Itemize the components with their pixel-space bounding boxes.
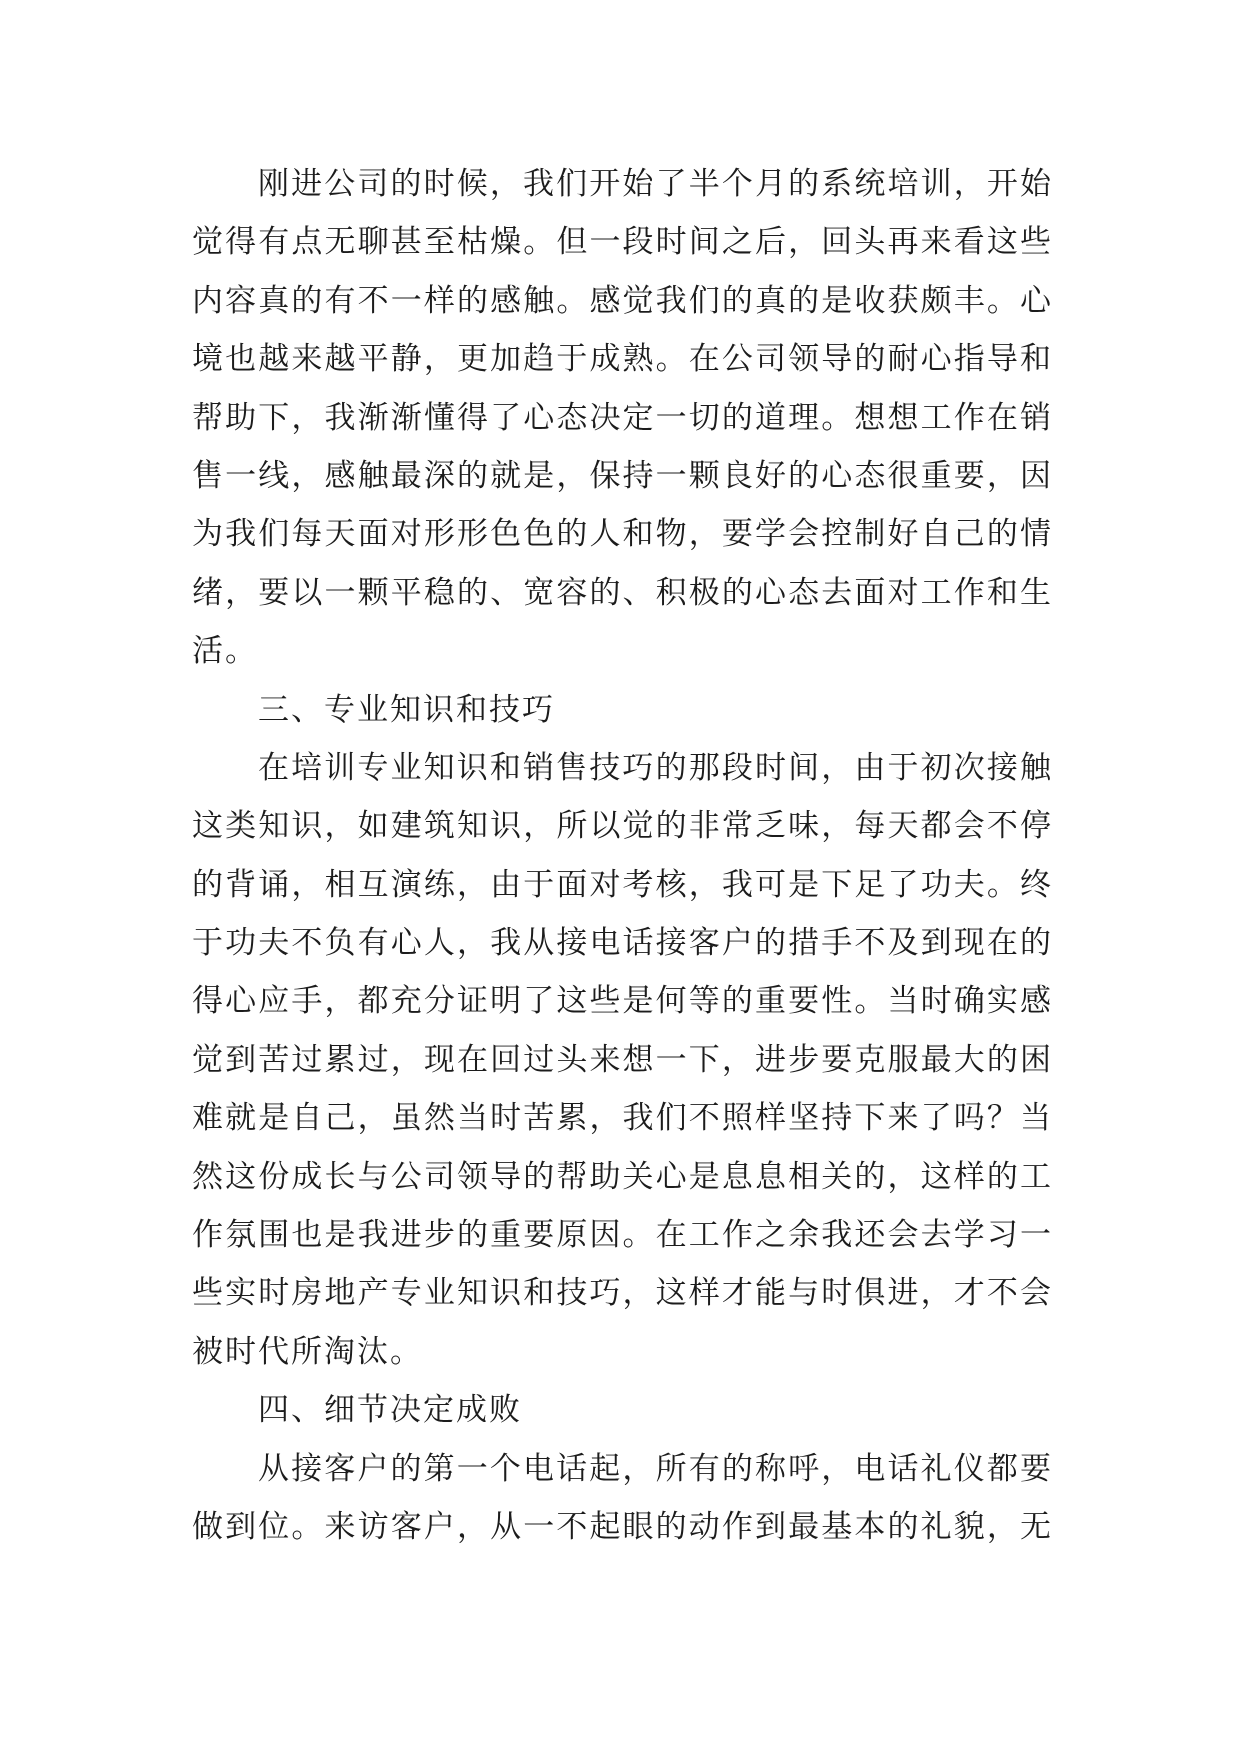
section-heading-text: 三、专业知识和技巧 — [258, 691, 555, 728]
paragraph — [192, 739, 1051, 1381]
text-line: 被时代所淘汰。 — [192, 1333, 423, 1370]
text-line: 然这份成长与公司领导的帮助关心是息息相关的，这样的工 — [192, 1158, 1051, 1195]
text-line: 售一线，感触最深的就是，保持一颗良好的心态很重要，因 — [192, 457, 1051, 494]
text-line: 活。 — [192, 633, 258, 670]
text-line: 内容真的有不一样的感触。感觉我们的真的是收获颇丰。心 — [192, 282, 1051, 319]
text-line: 这类知识，如建筑知识，所以觉的非常乏味，每天都会不停 — [192, 808, 1051, 845]
text-line: 在培训专业知识和销售技巧的那段时间，由于初次接触 — [258, 749, 1051, 786]
text-line: 觉得有点无聊甚至枯燥。但一段时间之后，回头再来看这些 — [192, 224, 1051, 261]
section-heading — [192, 681, 1051, 739]
paragraph — [192, 155, 1051, 681]
document-body — [192, 155, 1051, 1556]
text-line: 些实时房地产专业知识和技巧，这样才能与时俱进，才不会 — [192, 1275, 1051, 1312]
section-heading — [192, 1381, 1051, 1439]
section-heading-text: 四、细节决定成败 — [258, 1392, 522, 1429]
text-line: 境也越来越平静，更加趋于成熟。在公司领导的耐心指导和 — [192, 341, 1051, 378]
text-line: 为我们每天面对形形色色的人和物，要学会控制好自己的情 — [192, 516, 1051, 553]
text-line: 的背诵，相互演练，由于面对考核，我可是下足了功夫。终 — [192, 866, 1051, 903]
text-line: 难就是自己，虽然当时苦累，我们不照样坚持下来了吗？当 — [192, 1100, 1051, 1137]
text-line: 得心应手，都充分证明了这些是何等的重要性。当时确实感 — [192, 983, 1051, 1020]
text-line: 觉到苦过累过，现在回过头来想一下，进步要克服最大的困 — [192, 1041, 1051, 1078]
text-line: 帮助下，我渐渐懂得了心态决定一切的道理。想想工作在销 — [192, 399, 1051, 436]
text-line: 绪，要以一颗平稳的、宽容的、积极的心态去面对工作和生 — [192, 574, 1051, 611]
text-line: 于功夫不负有心人，我从接电话接客户的措手不及到现在的 — [192, 925, 1051, 962]
text-line: 做到位。来访客户，从一不起眼的动作到最基本的礼貌，无 — [192, 1508, 1051, 1545]
text-line: 作氛围也是我进步的重要原因。在工作之余我还会去学习一 — [192, 1217, 1051, 1254]
paragraph — [192, 1440, 1051, 1557]
text-line: 刚进公司的时候，我们开始了半个月的系统培训，开始 — [258, 166, 1051, 202]
text-line: 从接客户的第一个电话起，所有的称呼，电话礼仪都要 — [258, 1450, 1051, 1487]
